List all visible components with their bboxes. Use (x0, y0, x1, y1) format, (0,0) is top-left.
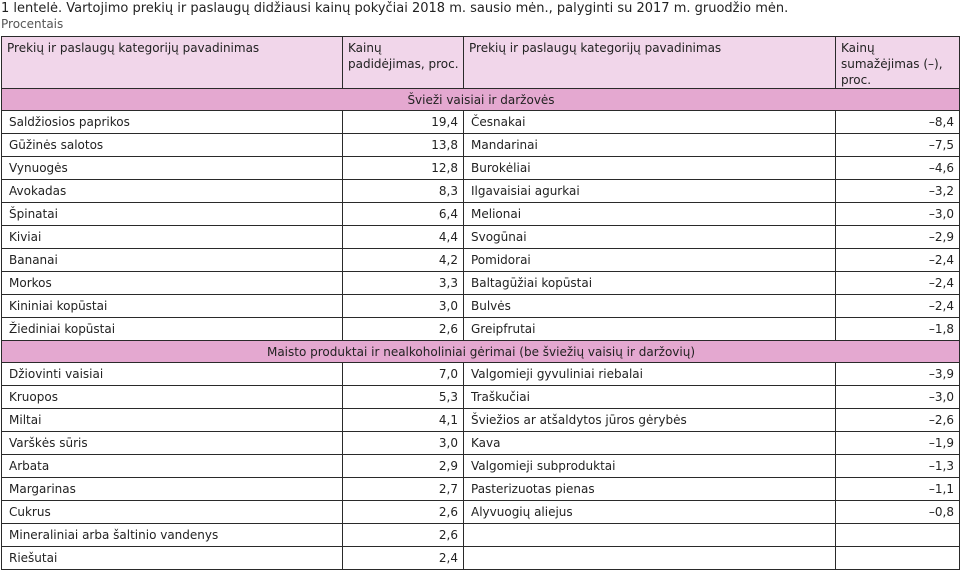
decrease-item-name (464, 547, 836, 570)
decrease-value: –3,9 (836, 363, 960, 386)
decrease-value: –7,5 (836, 134, 960, 157)
decrease-item-name: Melionai (464, 203, 836, 226)
decrease-value: –3,0 (836, 203, 960, 226)
decrease-value: –4,6 (836, 157, 960, 180)
increase-item-name: Morkos (2, 272, 343, 295)
increase-value: 2,6 (343, 501, 464, 524)
increase-value: 8,3 (343, 180, 464, 203)
decrease-value (836, 524, 960, 547)
table-row (2, 478, 960, 501)
decrease-item-name: Pomidorai (464, 249, 836, 272)
increase-value: 7,0 (343, 363, 464, 386)
increase-value: 12,8 (343, 157, 464, 180)
header-price-decrease: Kainų sumažėjimas (–), proc. (836, 37, 960, 89)
increase-value: 6,4 (343, 203, 464, 226)
header-category-name-decrease: Prekių ir paslaugų kategorijų pavadinimas (464, 37, 836, 89)
increase-value: 2,9 (343, 455, 464, 478)
header-row (2, 37, 960, 89)
decrease-item-name: Kava (464, 432, 836, 455)
increase-item-name: Avokadas (2, 180, 343, 203)
increase-item-name: Gūžinės salotos (2, 134, 343, 157)
table-row (2, 272, 960, 295)
increase-item-name: Špinatai (2, 203, 343, 226)
decrease-item-name: Šviežios ar atšaldytos jūros gėrybės (464, 409, 836, 432)
section-row (2, 89, 960, 111)
table-row (2, 157, 960, 180)
decrease-value: –1,3 (836, 455, 960, 478)
section-title: Švieži vaisiai ir daržovės (2, 89, 960, 111)
section-row (2, 341, 960, 363)
decrease-item-name: Alyvuogių aliejus (464, 501, 836, 524)
decrease-value: –3,0 (836, 386, 960, 409)
table-row (2, 455, 960, 478)
decrease-item-name: Baltagūžiai kopūstai (464, 272, 836, 295)
decrease-value: –8,4 (836, 111, 960, 134)
increase-item-name: Varškės sūris (2, 432, 343, 455)
table-row (2, 111, 960, 134)
decrease-item-name: Mandarinai (464, 134, 836, 157)
decrease-value: –3,2 (836, 180, 960, 203)
increase-item-name: Miltai (2, 409, 343, 432)
decrease-value: –0,8 (836, 501, 960, 524)
increase-value: 2,6 (343, 524, 464, 547)
decrease-value: –1,9 (836, 432, 960, 455)
table-row (2, 203, 960, 226)
header-price-increase: Kainų padidėjimas, proc. (343, 37, 464, 89)
decrease-item-name: Valgomieji subproduktai (464, 455, 836, 478)
table-row (2, 249, 960, 272)
increase-item-name: Riešutai (2, 547, 343, 570)
decrease-value: –1,1 (836, 478, 960, 501)
increase-value: 2,4 (343, 547, 464, 570)
increase-item-name: Kininiai kopūstai (2, 295, 343, 318)
table-caption: 1 lentelė. Vartojimo prekių ir paslaugų didžiausi kainų pokyčiai 2018 m. sausio mėn., palyginti su 2017 m. gruodžio mėn. (1, 1, 789, 16)
increase-value: 4,1 (343, 409, 464, 432)
table-row (2, 432, 960, 455)
increase-item-name: Saldžiosios paprikos (2, 111, 343, 134)
table-row (2, 386, 960, 409)
decrease-item-name: Bulvės (464, 295, 836, 318)
increase-item-name: Cukrus (2, 501, 343, 524)
decrease-value: –1,8 (836, 318, 960, 341)
decrease-value: –2,4 (836, 249, 960, 272)
section-title: Maisto produktai ir nealkoholiniai gėrimai (be šviežių vaisių ir daržovių) (2, 341, 960, 363)
increase-item-name: Žiediniai kopūstai (2, 318, 343, 341)
table-row (2, 134, 960, 157)
increase-value: 2,6 (343, 318, 464, 341)
increase-value: 4,2 (343, 249, 464, 272)
decrease-item-name: Česnakai (464, 111, 836, 134)
increase-item-name: Džiovinti vaisiai (2, 363, 343, 386)
table-row (2, 180, 960, 203)
table-row (2, 226, 960, 249)
increase-value: 2,7 (343, 478, 464, 501)
increase-item-name: Vynuogės (2, 157, 343, 180)
table-row (2, 524, 960, 547)
decrease-item-name: Greipfrutai (464, 318, 836, 341)
decrease-item-name: Svogūnai (464, 226, 836, 249)
decrease-value: –2,4 (836, 272, 960, 295)
increase-value: 3,0 (343, 295, 464, 318)
table-row (2, 501, 960, 524)
decrease-item-name: Pasterizuotas pienas (464, 478, 836, 501)
increase-value: 4,4 (343, 226, 464, 249)
table-row (2, 363, 960, 386)
increase-item-name: Bananai (2, 249, 343, 272)
decrease-value: –2,9 (836, 226, 960, 249)
table-subcaption: Procentais (1, 17, 64, 31)
decrease-item-name: Valgomieji gyvuliniai riebalai (464, 363, 836, 386)
increase-value: 13,8 (343, 134, 464, 157)
increase-item-name: Margarinas (2, 478, 343, 501)
decrease-value (836, 547, 960, 570)
increase-item-name: Mineraliniai arba šaltinio vandenys (2, 524, 343, 547)
table-body (2, 89, 960, 570)
table-row (2, 318, 960, 341)
increase-value: 19,4 (343, 111, 464, 134)
increase-value: 3,0 (343, 432, 464, 455)
decrease-item-name: Ilgavaisiai agurkai (464, 180, 836, 203)
decrease-value: –2,6 (836, 409, 960, 432)
increase-item-name: Kruopos (2, 386, 343, 409)
increase-item-name: Kiviai (2, 226, 343, 249)
decrease-value: –2,4 (836, 295, 960, 318)
table-row (2, 547, 960, 570)
decrease-item-name: Burokėliai (464, 157, 836, 180)
increase-value: 3,3 (343, 272, 464, 295)
decrease-item-name (464, 524, 836, 547)
price-changes-table (1, 36, 960, 570)
increase-value: 5,3 (343, 386, 464, 409)
decrease-item-name: Traškučiai (464, 386, 836, 409)
table-row (2, 295, 960, 318)
increase-item-name: Arbata (2, 455, 343, 478)
table-header (2, 37, 960, 89)
table-row (2, 409, 960, 432)
header-category-name-increase: Prekių ir paslaugų kategorijų pavadinimas (2, 37, 343, 89)
